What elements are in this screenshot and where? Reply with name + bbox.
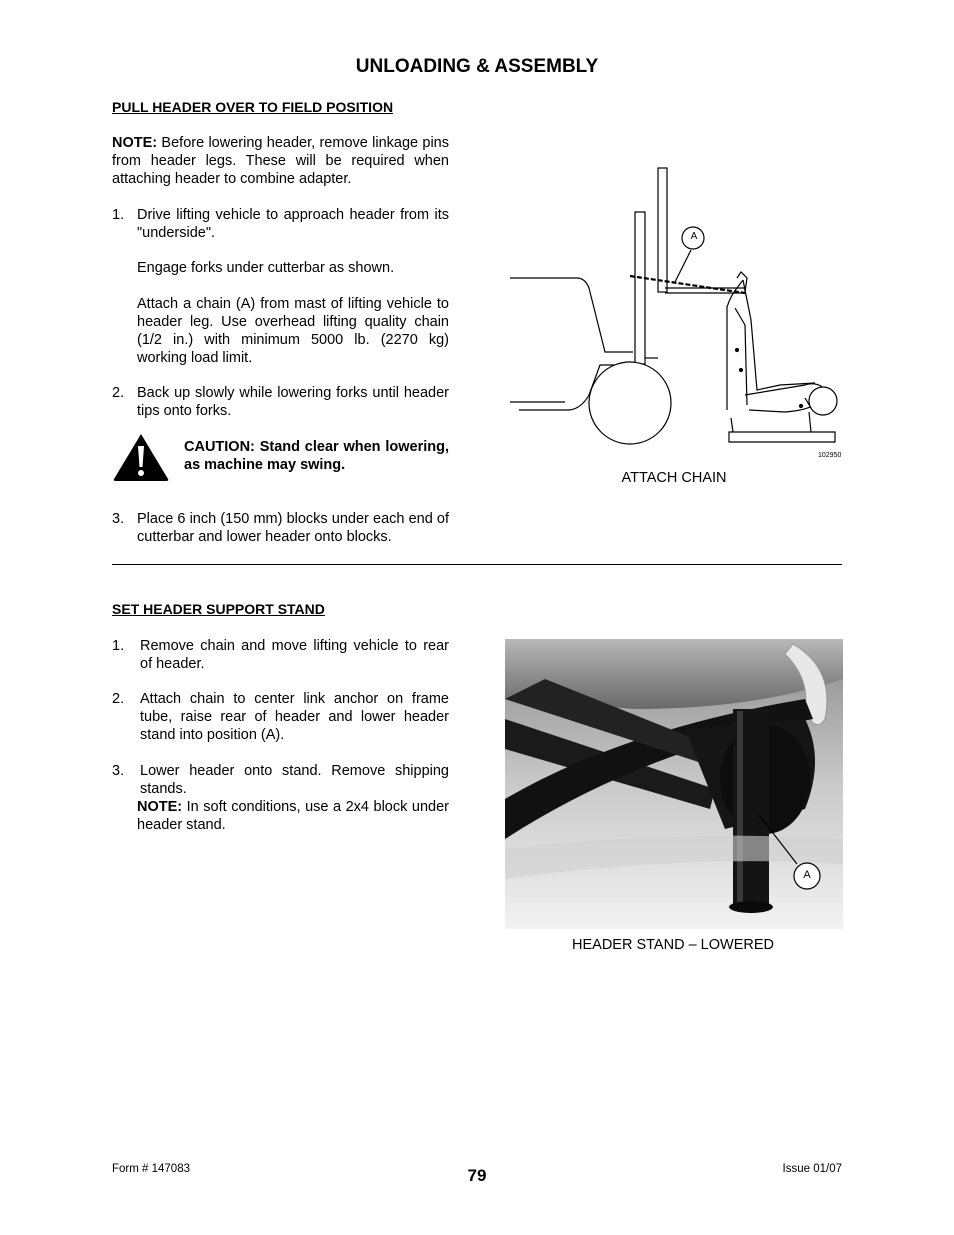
step-number: 1. xyxy=(112,207,125,223)
note-text: In soft conditions, use a 2x4 block under header stand. xyxy=(137,799,449,833)
step-text: Attach chain to center link anchor on frame tube, raise rear of header and lower header stand into position (A). xyxy=(140,691,449,743)
step-number: 3. xyxy=(112,763,125,779)
note-paragraph xyxy=(137,798,449,834)
section-divider xyxy=(112,564,842,565)
footer-issue: Issue 01/07 xyxy=(782,1163,842,1175)
step-text: Remove chain and move lifting vehicle to rear of header. xyxy=(140,638,449,672)
step-text: Drive lifting vehicle to approach header from its "underside". xyxy=(137,207,449,241)
step-number: 2. xyxy=(112,691,125,707)
step-subtext: Engage forks under cutterbar as shown. xyxy=(137,260,395,276)
step-number: 1. xyxy=(112,638,125,654)
step-number: 2. xyxy=(112,385,125,401)
caution-text: CAUTION: Stand clear when lowering, as machine may swing. xyxy=(184,439,449,473)
step-text: Place 6 inch (150 mm) blocks under each end of cutterbar and lower header onto blocks. xyxy=(137,511,449,545)
note-label: NOTE: xyxy=(137,799,183,815)
footer-form-number: Form # 147083 xyxy=(112,1163,190,1175)
figure-number: 102950 xyxy=(818,452,842,459)
page-number: 79 xyxy=(467,1166,487,1185)
section-heading-support-stand: SET HEADER SUPPORT STAND xyxy=(112,601,325,617)
page-title: UNLOADING & ASSEMBLY xyxy=(355,56,599,77)
header-stand-photo xyxy=(505,639,843,929)
step-text: Lower header onto stand. Remove shipping stands. xyxy=(140,763,449,797)
figure-caption: ATTACH CHAIN xyxy=(621,470,727,486)
step-subtext: Attach a chain (A) from mast of lifting vehicle to header leg. Use overhead lifting quality chain (1/2 in.) with minimum 5000 lb. (2270 kg) working load limit. xyxy=(137,296,449,366)
figure-callout-label: A xyxy=(690,231,698,242)
step-text: Back up slowly while lowering forks until header tips onto forks. xyxy=(137,385,449,419)
note-paragraph xyxy=(112,134,449,188)
section-heading-pull-header: PULL HEADER OVER TO FIELD POSITION xyxy=(112,99,394,115)
note-label: NOTE: xyxy=(112,135,158,151)
attach-chain-diagram xyxy=(505,160,850,465)
warning-icon xyxy=(112,432,170,482)
note-text: Before lowering header, remove linkage pins from header legs. These will be required when attaching header to combine adapter. xyxy=(112,135,449,187)
step-number: 3. xyxy=(112,511,125,527)
photo-caption: HEADER STAND – LOWERED xyxy=(572,937,774,953)
photo-callout-label: A xyxy=(803,869,811,881)
